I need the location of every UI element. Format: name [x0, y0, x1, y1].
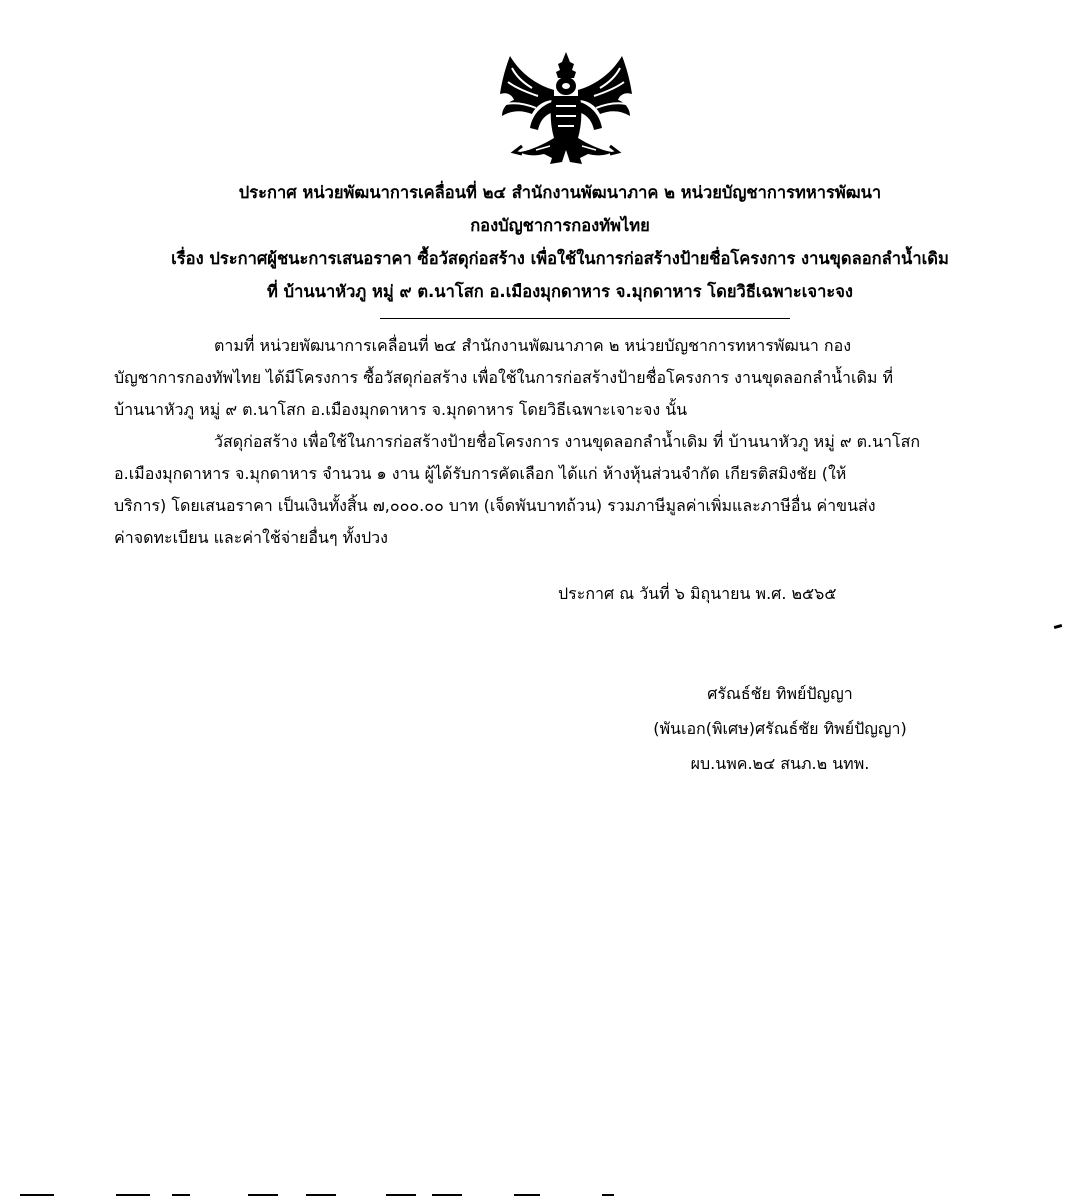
header-subject-line-2: ที่ บ้านนาหัวภู หมู่ ๙ ต.นาโสก อ.เมืองมุกดาหาร จ.มุกดาหาร โดยวิธีเฉพาะเจาะจง	[267, 282, 853, 301]
scan-speck	[1054, 624, 1063, 629]
paragraph-2-line-1: วัสดุก่อสร้าง เพื่อใช้ในการก่อสร้างป้ายชื่อโครงการ งานขุดลอกลำน้ำเดิม ที่ บ้านนาหัวภู หมู่ ๙ ต.นาโสก	[214, 432, 921, 451]
signature-rank-name: (พันเอก(พิเศษ)ศรัณธ์ชัย ทิพย์ปัญญา)	[653, 719, 907, 738]
announcement-body	[114, 330, 994, 554]
paragraph-2-line-4: ค่าจดทะเบียน และค่าใช้จ่ายอื่นๆ ทั้งปวง	[114, 528, 388, 547]
signature-position: ผบ.นพค.๒๔ สนภ.๒ นทพ.	[690, 754, 870, 773]
scan-speck	[172, 1194, 190, 1196]
paragraph-1-line-1: ตามที่ หน่วยพัฒนาการเคลื่อนที่ ๒๔ สำนักงานพัฒนาภาค ๒ หน่วยบัญชาการทหารพัฒนา กอง	[214, 336, 851, 355]
signature-block	[610, 676, 950, 781]
announcement-date: ประกาศ ณ วันที่ ๖ มิถุนายน พ.ศ. ๒๕๖๕	[558, 584, 837, 603]
paragraph-2-line-3: บริการ) โดยเสนอราคา เป็นเงินทั้งสิ้น ๗,๐๐๐.๐๐ บาท (เจ็ดพันบาทถ้วน) รวมภาษีมูลค่าเพิ่มและภาษีอื่น ค่าขนส่ง	[114, 496, 876, 515]
header-title-line-1: ประกาศ หน่วยพัฒนาการเคลื่อนที่ ๒๔ สำนักงานพัฒนาภาค ๒ หน่วยบัญชาการทหารพัฒนา	[238, 183, 882, 202]
scan-speck	[386, 1194, 416, 1196]
scan-speck	[306, 1194, 336, 1196]
scan-speck	[432, 1194, 462, 1196]
announcement-header	[150, 176, 970, 308]
scan-edge-marks	[0, 1194, 1083, 1198]
paragraph-1-line-2: บัญชาการกองทัพไทย ได้มีโครงการ ซื้อวัสดุก่อสร้าง เพื่อใช้ในการก่อสร้างป้ายชื่อโครงการ งานขุดลอกลำน้ำเดิม ที่	[114, 368, 894, 387]
paragraph-1-line-3: บ้านนาหัวภู หมู่ ๙ ต.นาโสก อ.เมืองมุกดาหาร จ.มุกดาหาร โดยวิธีเฉพาะเจาะจง นั้น	[114, 400, 688, 419]
scan-speck	[514, 1194, 540, 1196]
scan-speck	[248, 1194, 278, 1196]
header-title-line-2: กองบัญชาการกองทัพไทย	[470, 216, 650, 235]
signature-name: ศรัณธ์ชัย ทิพย์ปัญญา	[707, 684, 853, 703]
paragraph-2-line-2: อ.เมืองมุกดาหาร จ.มุกดาหาร จำนวน ๑ งาน ผู้ได้รับการคัดเลือก ได้แก่ ห้างหุ้นส่วนจำกัด เกียรติสมิงชัย (ให้	[114, 464, 847, 483]
header-subject-line-1: เรื่อง ประกาศผู้ชนะการเสนอราคา ซื้อวัสดุก่อสร้าง เพื่อใช้ในการก่อสร้างป้ายชื่อโครงการ งานขุดลอกลำน้ำเดิม	[171, 249, 949, 268]
scan-speck	[20, 1194, 54, 1196]
scan-speck	[602, 1194, 614, 1196]
garuda-emblem-icon	[492, 46, 640, 170]
scan-speck	[116, 1194, 150, 1196]
header-divider	[380, 318, 790, 319]
